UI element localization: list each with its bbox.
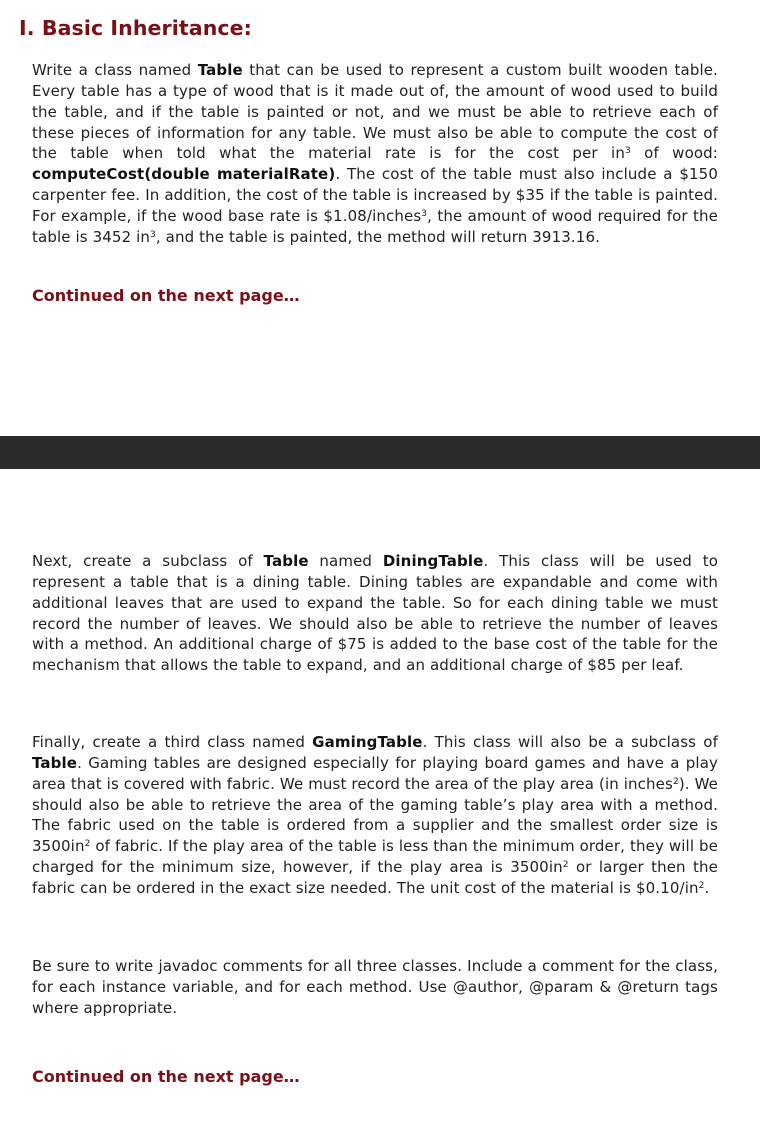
superscript: 2 xyxy=(562,860,569,871)
intro-text: of wood: xyxy=(630,144,718,163)
class-name-table: Table xyxy=(197,61,243,79)
continued-note: Continued on the next page… xyxy=(32,286,300,305)
page-2 xyxy=(0,469,760,1135)
gaming-text: Finally, create a third class named xyxy=(32,733,313,751)
page-1 xyxy=(0,0,760,436)
class-name-table: Table xyxy=(32,753,78,772)
superscript: 3 xyxy=(421,208,428,219)
superscript: 2 xyxy=(672,776,679,787)
section-heading: I. Basic Inheritance: xyxy=(19,16,252,40)
intro-paragraph xyxy=(32,60,718,248)
page-separator xyxy=(0,436,760,469)
superscript: 3 xyxy=(150,229,156,240)
gaming-text: of fabric. If the play area of the table is less than the minimum order, they will be charged for the minimum size, however, if the play area is 3500in xyxy=(32,837,718,877)
intro-text: , and the table is painted, the method will return 3913.16. xyxy=(155,227,601,246)
class-name-diningtable: DiningTable xyxy=(382,552,484,570)
gaming-text: . Gaming tables are designed especially for playing board games and have a play area that is covered with fabric. We must record the area of the play area (in inches xyxy=(32,753,718,793)
intro-text: , the amount of wood required for the table is 3452 in xyxy=(32,206,718,246)
gaming-text: . This class will also be a subclass of xyxy=(422,733,718,751)
dining-text: Next, create a subclass of xyxy=(32,552,264,570)
dining-text: . This class will be used to represent a table that is a dining table. Dining tables are expandable and come with additional leaves that are used to expand the table. So for each dining table we must record the number of leaves. We should also be able to retrieve the number of leaves with a method. An additional charge of $75 is added to the base cost of the table for the mechanism that allows the table to expand, and an additional charge of $85 per leaf. xyxy=(32,552,719,675)
javadoc-paragraph: Be sure to write javadoc comments for all three classes. Include a comment for the class, for each instance variable, and for each method. Use @author, @param & @return tags where appropriate. xyxy=(32,957,718,1017)
gaming-text: ). We should also be able to retrieve the area of the gaming table’s play area with a method. The fabric used on the table is ordered from a supplier and the smallest order size is 3500in xyxy=(32,774,718,856)
class-name-gamingtable: GamingTable xyxy=(312,733,423,751)
method-signature: computeCost(double materialRate) xyxy=(32,165,336,184)
gaming-text: or larger then the fabric can be ordered in the exact size needed. The unit cost of the material is $0.10/in xyxy=(32,858,718,897)
dining-table-paragraph xyxy=(32,551,718,676)
superscript: 3 xyxy=(624,146,631,157)
class-name-table: Table xyxy=(263,552,309,570)
gaming-table-paragraph xyxy=(32,732,718,899)
continued-note: Continued on the next page… xyxy=(32,1067,300,1086)
intro-text: Write a class named xyxy=(32,61,198,79)
dining-text: named xyxy=(308,552,383,570)
superscript: 2 xyxy=(84,839,91,850)
superscript: 2 xyxy=(698,880,705,891)
intro-text: that can be used to represent a custom built wooden table. Every table has a type of wood that is it made out of, the amount of wood used to build the table, and if the table is painted or not, and we must be able to retrieve each of these pieces of information for any table. We must also be able to compute the cost of the table when told what the material rate is for the cost per in xyxy=(32,61,718,163)
gaming-text: . xyxy=(704,878,710,897)
intro-text: . The cost of the table must also include a $150 carpenter fee. In addition, the cost of the table is increased by $35 if the table is painted. For example, if the wood base rate is $1.08/inches xyxy=(32,165,718,225)
